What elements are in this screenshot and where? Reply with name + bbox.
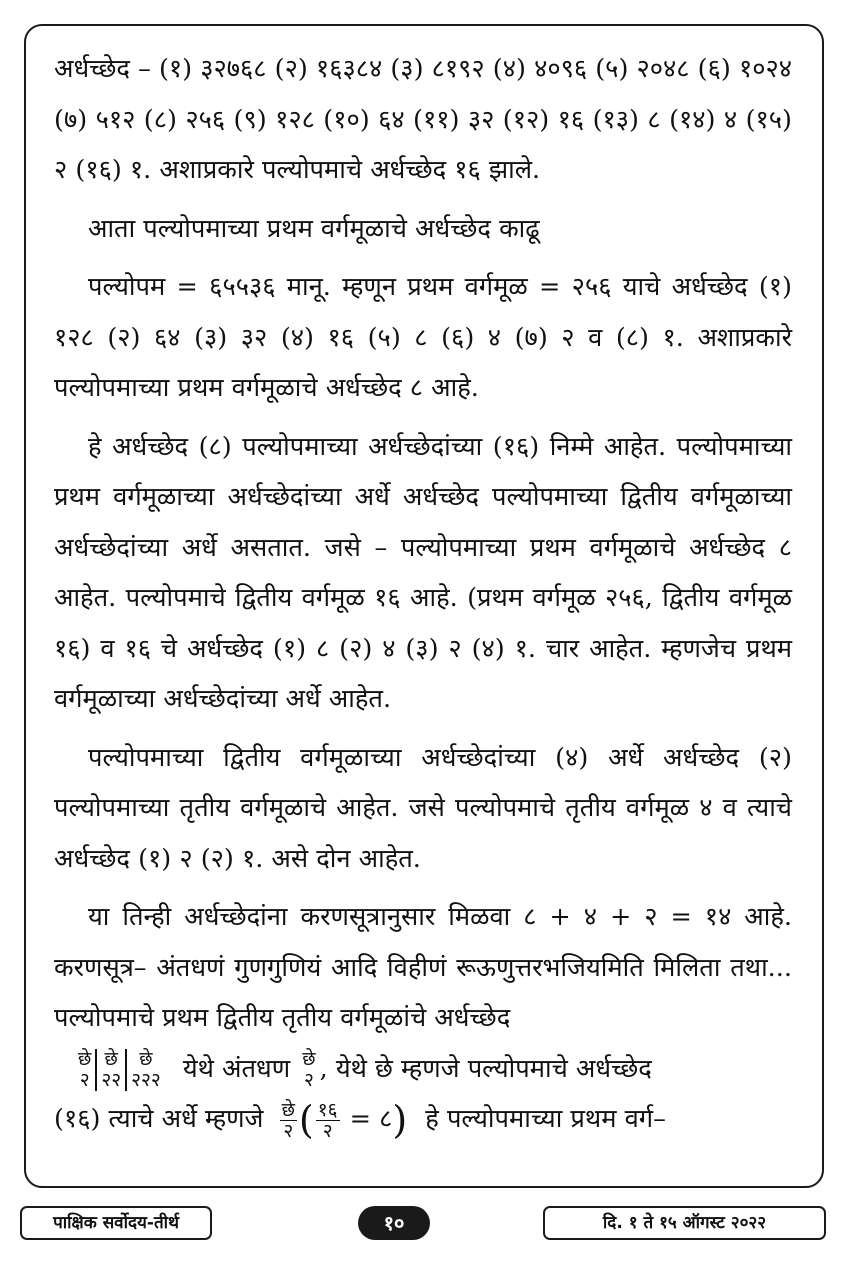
page-content-frame — [24, 24, 824, 1188]
fraction-che-2: $\frac{\text{छे}}{२}$ — [281, 1098, 295, 1142]
paragraph-6: या तिन्ही अर्धच्छेदांना करणसूत्रानुसार मिळवा ८ + ४ + २ = १४ आहे. करणसूत्र– अंतधणं गुणगुणियं आदि विहीणं रूऊणुत्तरभजियमिति मिलिता तथा... पल्योपमाचे प्रथम द्वितीय तृतीय वर्गमूळांचे अर्धच्छेद — [54, 902, 792, 1033]
paragraph-3: पल्योपम = ६५५३६ मानू. म्हणून प्रथम वर्गमूळ = २५६ याचे अर्धच्छेद (१) १२८ (२) ६४ (३) ३२ (४) १६ (५) ८ (६) ४ (७) २ व (८) १. अशाप्रकारे पल्योपमाच्या प्रथम वर्गमूळाचे अर्धच्छेद ८ आहे. — [54, 272, 792, 403]
paragraph-5: पल्योपमाच्या द्वितीय वर्गमूळाच्या अर्धच्छेदांच्या (४) अर्धे अर्धच्छेद (२) पल्योपमाच्या तृतीय वर्गमूळाचे आहेत. जसे पल्योपमाचे तृतीय वर्गमूळ ४ व त्याचे अर्धच्छेद (१) २ (२) १. असे दोन आहेत. — [54, 742, 792, 874]
fraction-16-2: $\frac{१६}{२}$ — [317, 1098, 338, 1142]
page-number: १० — [358, 1206, 430, 1240]
formula-text-3: (१६) त्याचे अर्धे म्हणजे — [54, 1104, 264, 1134]
formula-line-1 — [54, 1044, 792, 1095]
stacked-term-2: छे २२ — [95, 1049, 125, 1091]
formula-text-4: हे पल्योपमाच्या प्रथम वर्ग– — [425, 1104, 666, 1134]
paragraph-1: अर्धच्छेद – (१) ३२७६८ (२) १६३८४ (३) ८१९२ (४) ४०९६ (५) २०४८ (६) १०२४ (७) ५१२ (८) २५६ (९) १२८ (१०) ६४ (११) ३२ (१२) १६ (१३) ८ (१४) ४ (१५) २ (१६) १. अशाप्रकारे पल्योपमाचे अर्धच्छेद १६ झाले. — [54, 54, 792, 185]
stacked-term-1: छे २ — [78, 1047, 92, 1091]
issue-date: दि. १ ते १५ ऑगस्ट २०२२ — [543, 1206, 826, 1240]
paragraph-2: आता पल्योपमाच्या प्रथम वर्गमूळाचे अर्धच्छेद काढू — [88, 213, 540, 244]
paren-open: ( — [298, 1098, 314, 1142]
paren-close: ) — [392, 1098, 408, 1142]
stacked-term-4: छे २ — [302, 1047, 316, 1091]
formula-text-2: , येथे छे म्हणजे पल्योपमाचे अर्धच्छेद — [319, 1053, 652, 1084]
stacked-term-3: छे २२२ — [125, 1049, 165, 1091]
formula-text-1: येथे अंतधण — [182, 1053, 291, 1084]
equals-eight: = ८ — [341, 1104, 393, 1134]
paragraph-4: हे अर्धच्छेद (८) पल्योपमाच्या अर्धच्छेदांच्या (१६) निम्मे आहेत. पल्योपमाच्या प्रथम वर्गमूळाच्या अर्धच्छेदांच्या अर्धे अर्धच्छेद पल्योपमाच्या द्वितीय वर्गमूळाच्या अर्धच्छेदांच्या अर्धे असतात. जसे – पल्योपमाच्या प्रथम वर्गमूळाचे अर्धच्छेद ८ आहेत. पल्योपमाचे द्वितीय वर्गमूळ १६ आहे. (प्रथम वर्गमूळ २५६, द्वितीय वर्गमूळ १६) व १६ चे अर्धच्छेद (१) ८ (२) ४ (३) २ (४) १. चार आहेत. म्हणजेच प्रथम वर्गमूळाच्या अर्धच्छेदांच्या अर्धे आहेत. — [54, 431, 792, 714]
formula-line-2 — [54, 1094, 792, 1145]
publication-name: पाक्षिक सर्वोदय-तीर्थ — [20, 1206, 212, 1240]
